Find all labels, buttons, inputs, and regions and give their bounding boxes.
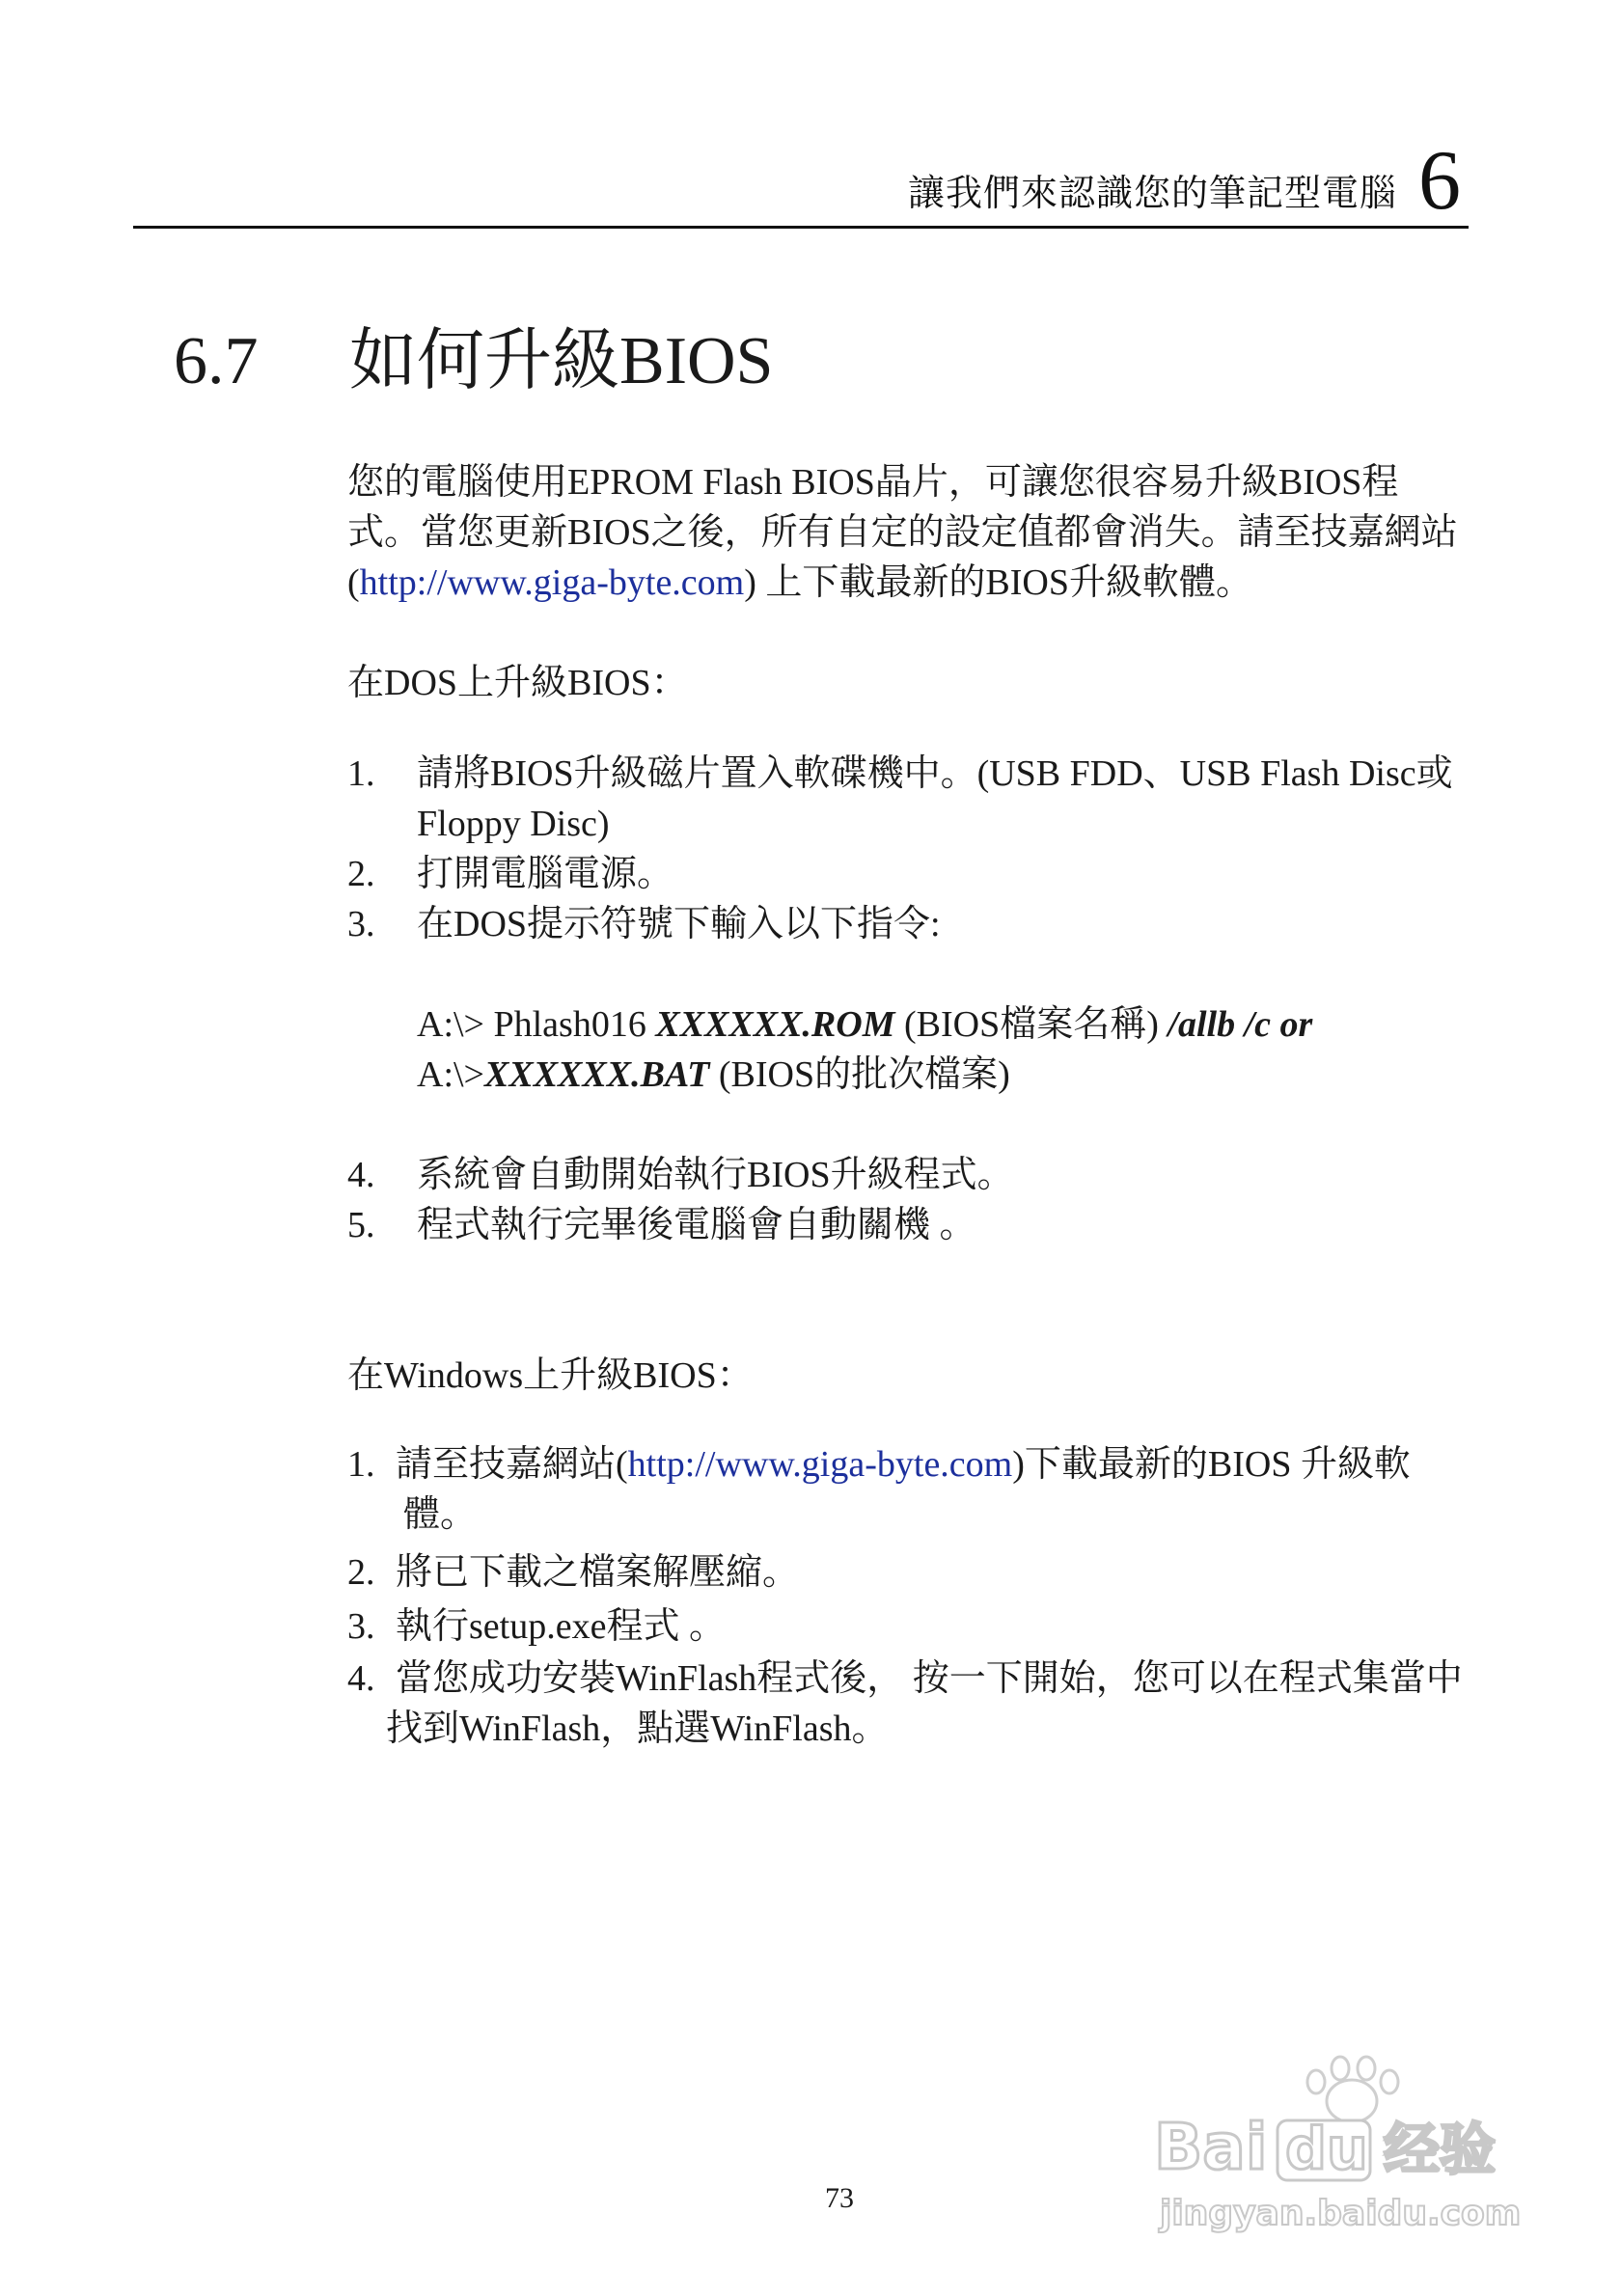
command-switches: /allb /c or [1168,1004,1313,1045]
watermark-brand: Bai [1154,2110,1268,2184]
page-number: 73 [825,2182,854,2214]
list-text: 請將BIOS升級磁片置入軟碟機中。(USB FDD、USB Flash Disc或 [417,753,1453,794]
list-text: 將已下載之檔案解壓縮。 [396,1552,800,1593]
list-text: 在DOS提示符號下輸入以下指令: [417,904,941,944]
list-text: 打開電腦電源。 [417,854,674,894]
command-prefix: A:\> [417,1054,484,1095]
watermark-url: jingyan.baidu.com [1160,2194,1522,2233]
list-text-pre: 請至技嘉網站( [396,1444,628,1485]
chapter-number: 6 [1418,134,1461,228]
giga-byte-link[interactable]: http://www.giga-byte.com [359,562,745,603]
command-line [417,1050,1010,1100]
list-number: 3. [347,904,375,944]
list-number: 1. [347,1444,375,1485]
list-text-post: )下載最新的BIOS 升級軟 [1012,1444,1411,1485]
command-file: XXXXXX.ROM [655,1004,895,1045]
list-number: 5. [347,1205,375,1245]
command-desc: (BIOS檔案名稱) [894,1004,1168,1045]
running-title: 讓我們來認識您的筆記型電腦 [907,172,1397,214]
list-number: 2. [347,1552,375,1593]
command-prefix: A:\> Phlash016 [417,1004,656,1045]
list-number: 1. [347,753,375,794]
command-line [417,999,1312,1050]
section-number: 6.7 [174,324,259,398]
section-heading [174,318,773,405]
command-desc: (BIOS的批次檔案) [709,1054,1010,1095]
intro-paragraph [347,457,1458,608]
dos-heading: 在DOS上升級BIOS： [347,663,688,703]
list-number: 3. [347,1606,375,1647]
giga-byte-link[interactable]: http://www.giga-byte.com [627,1444,1013,1485]
list-text: 執行setup.exe程式 。 [396,1606,726,1647]
list-text: 系統會自動開始執行BIOS升級程式。 [417,1155,1014,1195]
list-text: 找到WinFlash，點選WinFlash。 [386,1708,889,1749]
list-number: 4. [347,1658,375,1699]
intro-line: 您的電腦使用EPROM Flash BIOS晶片，可讓您很容易升級BIOS程 [347,462,1399,503]
baidu-jingyan-watermark [1144,2055,1530,2248]
windows-heading: 在Windows上升級BIOS： [347,1355,754,1396]
list-text: 當您成功安裝WinFlash程式後， 按一下開始，您可以在程式集當中 [396,1658,1463,1699]
running-header [133,114,1469,229]
list-number: 4. [347,1155,375,1195]
list-text: Floppy Disc) [417,804,610,844]
paren-open: ( [347,562,360,603]
paw-icon [1307,2057,1398,2122]
list-text: 程式執行完畢後電腦會自動關機 。 [417,1205,976,1245]
section-title: 如何升級BIOS [349,324,774,398]
list-number: 2. [347,854,375,894]
intro-line-rest: ) 上下載最新的BIOS升級軟體。 [744,562,1252,603]
watermark-brand-cn: 经验 [1384,2117,1497,2182]
command-file: XXXXXX.BAT [484,1054,710,1095]
list-text: 體。 [403,1494,478,1535]
list-text [396,1439,1411,1490]
svg-text:du: du [1285,2116,1368,2183]
intro-line: 式。當您更新BIOS之後，所有自定的設定值都會消失。請至技嘉網站 [347,512,1458,553]
intro-line [347,558,1458,608]
